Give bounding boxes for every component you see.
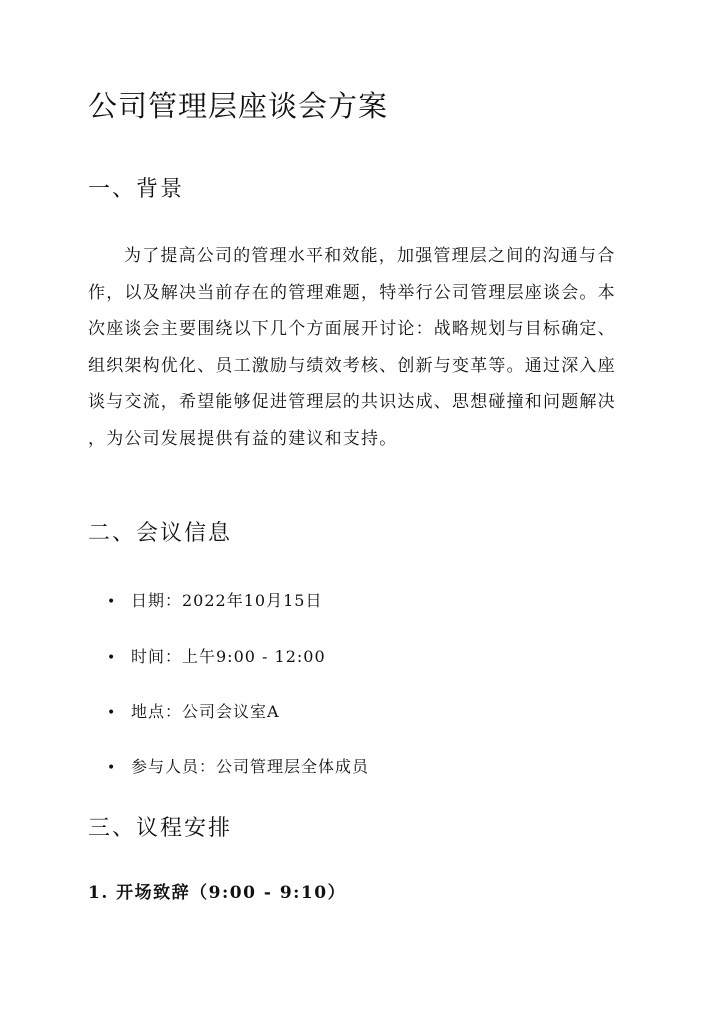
list-item-date (107, 588, 322, 611)
bullet-icon: • (107, 594, 117, 610)
paragraph-line: 组织架构优化、员工激励与绩效考核、创新与变革等。通过深入座 (88, 355, 616, 376)
agenda-item-opening: 1. 开场致辞（9:00 - 9:10） (88, 883, 347, 903)
list-item-text: 参与人员：公司管理层全体成员 (131, 757, 370, 776)
bullet-icon: • (107, 705, 117, 721)
section-heading-agenda: 三、议程安排 (88, 816, 233, 841)
bullet-icon: • (107, 760, 117, 776)
paragraph-line: 为了提高公司的管理水平和效能，加强管理层之间的沟通与合 (124, 246, 616, 266)
paragraph-line: 次座谈会主要围绕以下几个方面展开讨论：战略规划与目标确定、 (88, 319, 616, 339)
document-title: 公司管理层座谈会方案 (88, 89, 389, 123)
list-item-time (107, 644, 326, 667)
list-item-text: 时间：上午9:00 - 12:00 (131, 647, 326, 666)
section-heading-background: 一、背景 (88, 177, 185, 202)
background-paragraph (88, 238, 634, 457)
list-item-participants (107, 754, 369, 777)
bullet-icon: • (107, 650, 117, 666)
paragraph-line: 作，以及解决当前存在的管理难题，特举行公司管理层座谈会。本 (88, 282, 616, 303)
section-heading-meeting-info: 二、会议信息 (88, 521, 233, 546)
list-item-location (107, 699, 280, 722)
paragraph-line: 谈与交流，希望能够促进管理层的共识达成、思想碰撞和问题解决 (88, 392, 616, 412)
list-item-text: 日期：2022年10月15日 (131, 591, 323, 610)
list-item-text: 地点：公司会议室A (131, 702, 280, 721)
paragraph-line: ，为公司发展提供有益的建议和支持。 (88, 428, 398, 449)
